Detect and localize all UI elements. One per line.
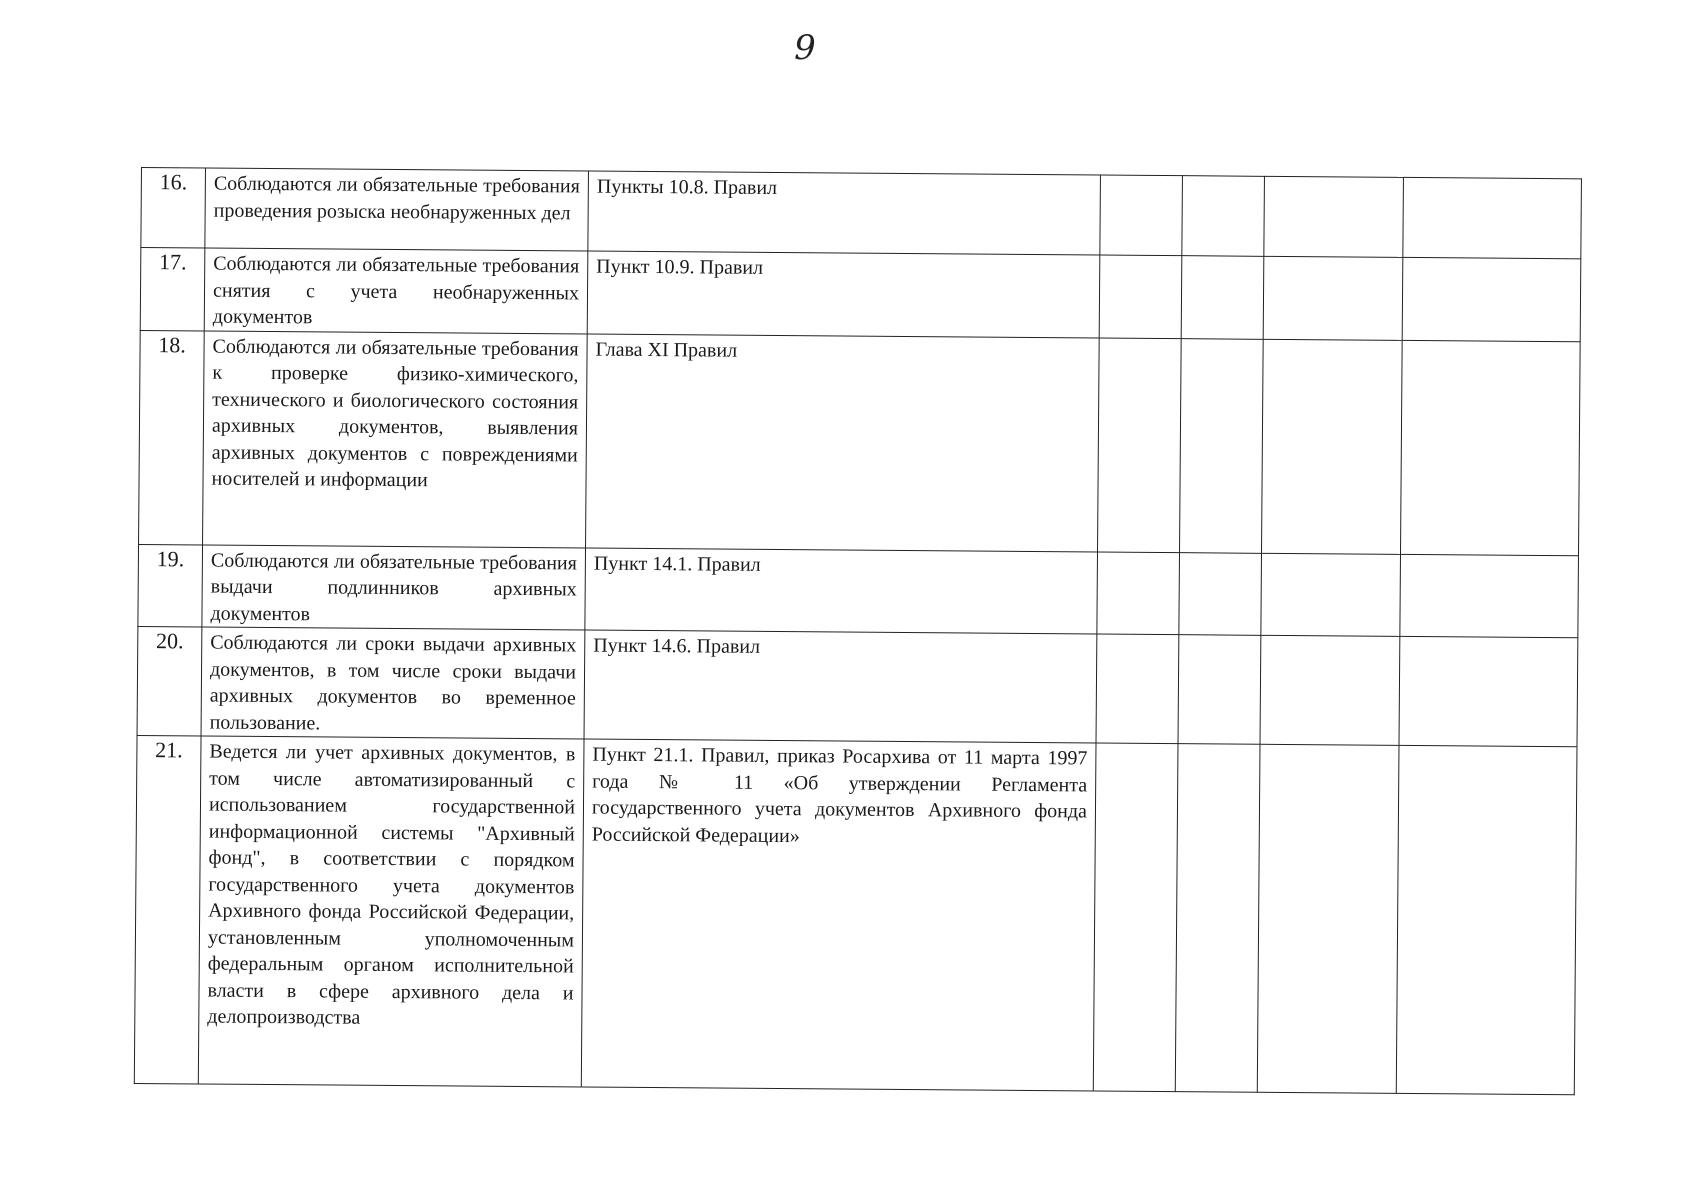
table-row	[137, 626, 1578, 746]
empty-cell	[1179, 552, 1262, 635]
table-row	[134, 735, 1577, 1094]
empty-cell	[1400, 554, 1579, 638]
empty-cell	[1403, 177, 1582, 258]
row-number: 17.	[140, 248, 205, 331]
table-row	[141, 168, 1582, 259]
empty-cell	[1396, 745, 1577, 1094]
empty-cell	[1401, 340, 1581, 555]
table-row	[140, 248, 1581, 342]
empty-cell	[1264, 176, 1404, 257]
empty-cell	[1098, 338, 1182, 553]
empty-cell	[1175, 744, 1260, 1093]
empty-cell	[1260, 635, 1400, 745]
checklist-table	[134, 167, 1582, 1095]
empty-cell	[1257, 744, 1399, 1093]
requirement-cell: Соблюдаются ли обязательные требования снятия с учета необнаруженных документов	[204, 248, 588, 334]
reference-cell: Глава XI Правил	[586, 334, 1100, 552]
reference-cell: Пункт 10.9. Правил	[587, 251, 1100, 338]
row-number: 20.	[137, 626, 202, 735]
row-number: 19.	[138, 544, 203, 627]
empty-cell	[1099, 255, 1182, 338]
requirement-cell: Соблюдаются ли сроки выдачи архивных документов, в том числе сроки выдачи архивных документов во временное пользование.	[201, 627, 585, 739]
empty-cell	[1093, 743, 1178, 1092]
empty-cell	[1182, 176, 1265, 257]
empty-cell	[1402, 257, 1581, 341]
table-row	[139, 330, 1581, 555]
row-number: 21.	[134, 735, 201, 1083]
row-number: 16.	[141, 168, 206, 249]
table-row	[138, 544, 1579, 638]
row-number: 18.	[139, 330, 205, 544]
reference-cell: Пункт 14.6. Правил	[584, 630, 1097, 743]
empty-cell	[1097, 552, 1180, 635]
empty-cell	[1399, 636, 1578, 746]
empty-cell	[1096, 634, 1179, 744]
empty-cell	[1262, 339, 1403, 554]
requirement-cell: Соблюдаются ли обязательные требования к проверке физико-химического, технического и биологического состояния архивных документов, выявления архивных документов с повреждениями носителей и информации	[203, 331, 588, 548]
empty-cell	[1263, 256, 1403, 340]
page-number: 9	[794, 28, 816, 68]
empty-cell	[1180, 338, 1264, 553]
requirement-cell: Ведется ли учет архивных документов, в том числе автоматизированный с использованием государственной информационной системы "Архивный фонд", в соответствии с порядком государственного учета документов Архивного фонда Российской Федерации, установленным уполномоченным федеральным органом исполнительной власти в сфере архивного дела и делопроизводства	[198, 736, 584, 1087]
reference-cell: Пункт 21.1. Правил, приказ Росархива от 11 марта 1997 года № 11 «Об утверждении Регламента государственного учета документов Архивного фонда Российской Федерации»	[581, 739, 1096, 1091]
reference-cell: Пункты 10.8. Правил	[588, 171, 1101, 255]
empty-cell	[1261, 553, 1401, 637]
requirement-cell: Соблюдаются ли обязательные требования проведения розыска необнаруженных дел	[205, 168, 589, 251]
reference-cell: Пункт 14.1. Правил	[585, 548, 1098, 635]
empty-cell	[1100, 175, 1183, 256]
requirement-cell: Соблюдаются ли обязательные требования выдачи подлинников архивных документов	[202, 544, 586, 630]
empty-cell	[1178, 635, 1261, 745]
empty-cell	[1181, 256, 1264, 339]
